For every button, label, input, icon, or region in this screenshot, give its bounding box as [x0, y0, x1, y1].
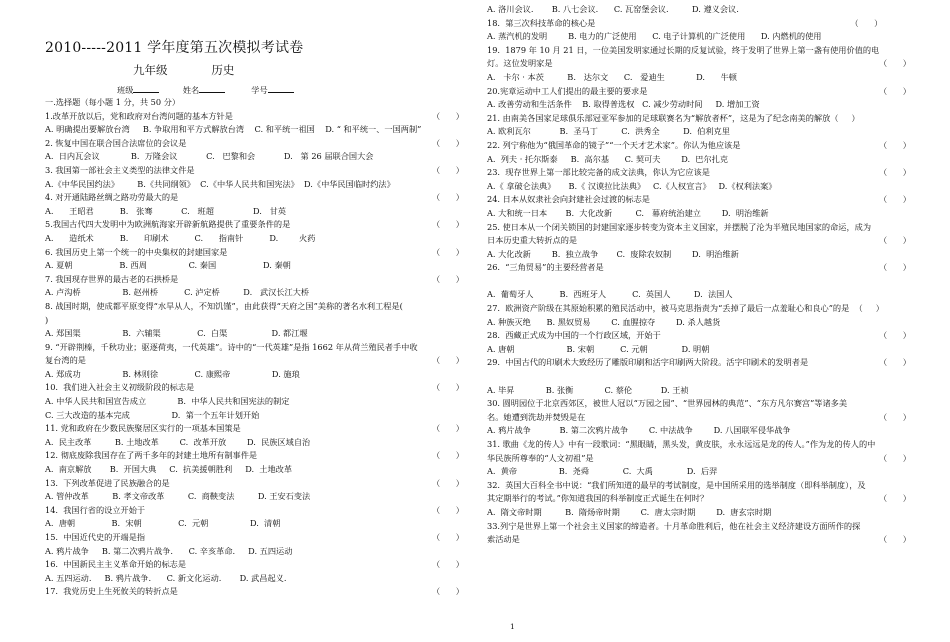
class-label: 班级 [117, 85, 134, 95]
question-line [45, 381, 470, 395]
answer-parentheses: （ ） [879, 411, 911, 422]
question-line-text: 30. 圆明园位于北京西郊区，被世人冠以“万园之园”、“世界园林的典范”、“东方凡尔赛宫”等诸多美 [487, 398, 848, 409]
question-line-text: ) [45, 314, 49, 325]
question-line-text: 5.我国古代四大发明中为欧洲航海家开辟新航路提供了重要条件的是 [45, 219, 291, 230]
question-line-text: 33.列宁是世界上第一个社会主义国家的缔造者。十月革命胜利后，他在社会主义经济建设方面所作的探 [487, 520, 861, 531]
question-line-text: A. 夏朝 B. 西周 C. 秦国 D. 秦朝 [45, 260, 291, 271]
answer-parentheses: （ ） [432, 164, 464, 175]
name-blank[interactable] [199, 82, 225, 93]
question-line [487, 397, 917, 411]
question-line [45, 558, 470, 572]
question-line-text: A. 种族灭绝 B. 黑奴贸易 C. 血腥掠夺 D. 杀人越货 [487, 316, 721, 327]
question-line [45, 327, 470, 341]
question-line-text: A. 洛川会议. B. 八七会议. C. 瓦窑堡会议. D. 遵义会议. [487, 4, 739, 14]
question-line-text: 32. 英国大百科全书中说：“我们所知道的最早的考试制度，是中国所采用的选举制度（即科举制度），及 [487, 479, 866, 490]
question-line [45, 218, 470, 232]
question-line-text: 一.选择题（每小题 1 分，共 50 分） [45, 97, 181, 107]
right-question-list [487, 3, 917, 547]
question-line [487, 316, 917, 330]
question-line-text: 3. 我国第一部社会主义类型的法律文件是 [45, 164, 195, 175]
question-line [487, 153, 917, 167]
answer-parentheses: （ ） [432, 382, 464, 393]
question-line [487, 234, 917, 248]
question-line [487, 207, 917, 221]
name-label: 姓名 [182, 85, 200, 95]
answer-parentheses: （ ） [432, 273, 464, 284]
question-line [487, 438, 917, 452]
answer-parentheses: （ ） [879, 85, 911, 96]
question-line-text: 31. 歌曲《龙的传人》中有一段歌词：“黑眼睛，黑头发，黄皮肤，永永远远是龙的传人。”作为龙的传人的中 [487, 439, 876, 449]
left-question-list [45, 96, 470, 599]
question-line-text: 14. 我国行省的设立开始于 [45, 504, 146, 515]
question-line-text: 25. 使日本从一个闭关锁国的封建国家逐步转变为资本主义国家，并摆脱了沦为半殖民地国家的命运，成为 [487, 221, 872, 232]
left-column [45, 38, 470, 599]
question-line [45, 585, 470, 599]
answer-parentheses: （ ） [432, 423, 464, 434]
question-line [45, 259, 470, 273]
question-line-text: 10. 我们进入社会主义初级阶段的标志是 [45, 382, 195, 393]
question-line [487, 302, 917, 316]
question-line [45, 490, 470, 504]
question-line [487, 193, 917, 207]
question-line [487, 139, 917, 153]
question-line [487, 384, 917, 398]
question-line-text: A. 葡萄牙人 B. 西班牙人 C. 英国人 D. 法国人 [487, 289, 733, 300]
question-line [45, 232, 470, 246]
id-label: 学号 [251, 85, 268, 95]
student-info-row [45, 82, 470, 96]
question-line [487, 112, 917, 126]
question-line [45, 96, 470, 110]
question-line [487, 44, 917, 58]
question-line-text: A.《 拿破仑法典》 B.《 汉谟拉比法典》 C.《人权宣言》 D.《权利法案》 [487, 180, 777, 191]
question-line [487, 125, 917, 139]
question-line-text: 21. 由南美各国家足球俱乐部冠亚军参加的足球联赛名为“解放者杯”，这是为了纪念南美的解放（ ） [487, 112, 860, 123]
answer-parentheses: （ ） [879, 330, 911, 341]
question-line [45, 436, 470, 450]
question-line [487, 424, 917, 438]
answer-parentheses: （ ） [432, 477, 464, 488]
question-line [487, 180, 917, 194]
question-line-text: A. 唐朝 B. 宋朝 C. 元朝 D. 明朝 [487, 343, 710, 354]
question-line-text: A. 郑国渠 B. 六辅渠 C. 白渠 D. 都江堰 [45, 328, 308, 339]
question-line [487, 248, 917, 262]
question-line-text: A. 鸦片战争 B. 第二次鸦片战争. C. 辛亥革命. D. 五四运动 [45, 545, 293, 556]
question-line-text: A. 大化改新 B. 独立战争 C. 废除农奴制 D. 明治维新 [487, 248, 739, 259]
question-line-text: 13. 下列改革促进了民族融合的是 [45, 477, 170, 488]
question-line-text: 6. 我国历史上第一个统一的中央集权的封建国家是 [45, 246, 228, 257]
question-line-text: A. 毕昇 B. 张衡 C. 蔡伦 D. 王祯 [487, 384, 689, 395]
question-line [45, 477, 470, 491]
question-line-text: 15. 中国近代史的开端是指 [45, 532, 146, 542]
question-line-text: 17. 我党历史上生死攸关的转折点是 [45, 586, 178, 597]
question-line-text: A. 鸦片战争 B. 第二次鸦片战争 C. 中法战争 D. 八国联军侵华战争 [487, 425, 791, 436]
question-line [487, 520, 917, 534]
question-line [45, 286, 470, 300]
question-line [487, 17, 917, 31]
right-column [487, 3, 917, 547]
question-line-text: 24. 日本从奴隶社会向封建社会过渡的标志是 [487, 194, 650, 205]
question-line [487, 506, 917, 520]
answer-parentheses: （ ） [432, 246, 464, 257]
question-line [45, 449, 470, 463]
question-line-text: 灯。这位发明家是 [487, 58, 553, 69]
question-line-text: 18. 第三次科技革命的核心是 [487, 17, 596, 28]
question-line-text: A. 卡尔 · 本茨 B. 达尔文 C. 爱迪生 D. 牛顿 [487, 71, 737, 82]
question-line-text: 29. 中国古代的印刷术大致经历了雕版印刷和活字印刷两大阶段。活字印刷术的发明者是 [487, 357, 809, 368]
question-line-text: 名。她遭到洗劫并焚毁是在 [487, 411, 586, 422]
question-line-text: A. 唐朝 B. 宋朝 C. 元朝 D. 清朝 [45, 518, 281, 529]
question-line [487, 3, 917, 17]
question-line-text: A. 南京解放 B. 开国大典 C. 抗美援朝胜利 D. 土地改革 [45, 464, 293, 475]
question-line [45, 409, 470, 423]
question-line [487, 166, 917, 180]
question-line [45, 463, 470, 477]
question-line-text: 12. 彻底废除我国存在了两千多年的封建土地所有制事件是 [45, 450, 258, 461]
question-line [45, 164, 470, 178]
question-line [487, 492, 917, 506]
question-line [45, 191, 470, 205]
question-line-text: 26. “三角贸易”的主要经营者是 [487, 262, 604, 273]
answer-parentheses: （ ） [879, 139, 911, 150]
question-line-text: 其定期举行的考试。”你知道我国的科举制度正式诞生在何时？ [487, 493, 709, 504]
question-line-text: A. 列夫 · 托尔斯泰 B. 高尔基 C. 契可夫 D. 巴尔扎克 [487, 153, 729, 164]
question-line [487, 71, 917, 85]
question-line-text: 16. 中国新民主主义革命开始的标志是 [45, 559, 187, 570]
answer-parentheses: （ ） [879, 167, 911, 178]
question-line [487, 57, 917, 71]
question-line [45, 531, 470, 545]
question-line [487, 479, 917, 493]
question-line-text: 2. 恢复中国在联合国合法席位的会议是 [45, 137, 187, 148]
question-line-text: 22. 列宁称他为“俄国革命的镜子”“一个天才艺术家”。你认为他应该是 [487, 139, 741, 150]
answer-parentheses: （ ） [432, 586, 464, 597]
question-line-text: 日本历史重大转折点的是 [487, 235, 578, 246]
answer-parentheses: （ ） [879, 235, 911, 246]
question-line [45, 314, 470, 328]
question-line-text: A. 欧利瓦尔 B. 圣马丁 C. 洪秀全 D. 伯利克里 [487, 126, 730, 137]
question-line [487, 288, 917, 302]
answer-parentheses: （ ） [432, 450, 464, 461]
question-line-text: 27. 欧洲资产阶级在其原始积累的殖民活动中，被马克思指责为“丢掉了最后一点羞耻心和良心”的是 （ ） [487, 303, 884, 314]
answer-parentheses: （ ） [432, 559, 464, 570]
question-line-text: A. 蒸汽机的发明 B. 电力的广泛使用 C. 电子计算机的广泛使用 D. 内燃机的使用 [487, 31, 822, 42]
question-line [45, 354, 470, 368]
question-line-text: A. 黄帝 B. 尧舜 C. 大禹 D. 后羿 [487, 466, 718, 477]
question-line-text: A. 隋文帝时期 B. 隋炀帝时期 C. 唐太宗时期 D. 唐玄宗时期 [487, 506, 772, 517]
question-line-text: 23. 现存世界上第一部比较完备的成文法典，你认为它应该是 [487, 167, 710, 178]
question-line-text: A. 中华人民共和国宣告成立 B. 中华人民共和国宪法的制定 [45, 396, 290, 407]
question-line-text: C. 三大改造的基本完成 D. 第一个五年计划开始 [45, 409, 260, 420]
question-line [45, 273, 470, 287]
question-line [45, 150, 470, 164]
question-line-text: 1.改革开放以后，党和政府对台湾问题的基本方针是 [45, 110, 233, 121]
answer-parentheses: （ ） [879, 194, 911, 205]
question-line [487, 465, 917, 479]
question-line [487, 30, 917, 44]
answer-parentheses: （ ） [432, 532, 464, 542]
question-line [487, 370, 917, 384]
page-number: 1 [510, 622, 515, 631]
question-line [45, 178, 470, 192]
question-line-text: A.《中华民国约法》 B.《共同纲领》 C.《中华人民共和国宪法》 D.《中华民国临时约法》 [45, 178, 395, 189]
answer-parentheses: （ ） [879, 357, 911, 368]
answer-parentheses: （ ） [879, 534, 911, 545]
answer-parentheses: （ ） [432, 355, 464, 366]
question-line-text: A. 日内瓦会议 B. 万隆会议 C. 巴黎和会 D. 第 26 届联合国大会 [45, 151, 374, 162]
question-line-text: 4. 对开通陆路丝绸之路功劳最大的是 [45, 192, 179, 203]
question-line-text: 19. 1879 年 10 月 21 日，一位美国发明家通过长期的反复试验，终于发明了世界上第一盏有使用价值的电 [487, 44, 880, 55]
id-blank[interactable] [268, 82, 294, 93]
question-line-text: 7. 我国现存世界的最古老的石拱桥是 [45, 273, 179, 284]
question-line-text: A. 造纸术 B. 印刷术 C. 指南针 D. 火药 [45, 232, 316, 243]
question-line [487, 275, 917, 289]
question-line [487, 411, 917, 425]
answer-parentheses: （ ） [879, 493, 911, 504]
class-blank[interactable] [133, 82, 159, 93]
answer-parentheses: （ ） [432, 137, 464, 148]
question-line-text: A. 管仲改革 B. 孝文帝改革 C. 商鞅变法 D. 王安石变法 [45, 491, 311, 502]
question-line-text: 20.宪章运动中工人们提出的最主要的要求是 [487, 85, 648, 96]
question-line-text: A. 郑成功 B. 林则徐 C. 康熙帝 D. 施琅 [45, 368, 300, 379]
question-line-text: A. 卢沟桥 B. 赵州桥 C. 泸定桥 D. 武汉长江大桥 [45, 287, 310, 298]
exam-subtitle: 九年级 历史 [133, 63, 235, 77]
answer-parentheses: （ ） [879, 262, 911, 273]
question-line [45, 517, 470, 531]
question-line [487, 98, 917, 112]
question-line [487, 261, 917, 275]
question-line [45, 572, 470, 586]
question-line [487, 343, 917, 357]
question-line-text: A. 明确提出要解放台湾 B. 争取用和平方式解放台湾 C. 和平统一祖国 D. “ 和平统一、一国两制” [45, 124, 422, 135]
question-line [45, 545, 470, 559]
question-line-text: A. 民主改革 B. 土地改革 C. 改革开放 D. 民族区域自治 [45, 436, 311, 447]
question-line [45, 300, 470, 314]
exam-title: 2010-----2011 学年度第五次模拟考试卷 [45, 40, 304, 56]
question-line [487, 356, 917, 370]
question-line-text: 华民族所尊奉的“人文初祖”是 [487, 452, 594, 463]
question-line-text: 索活动是 [487, 534, 520, 545]
question-line [45, 137, 470, 151]
question-line-text: A. 大和统一日本 B. 大化改新 C. 幕府统治建立 D. 明治维新 [487, 207, 769, 218]
question-line-text: A. 五四运动. B. 鸦片战争. C. 新文化运动. D. 武昌起义. [45, 572, 287, 583]
question-line [487, 452, 917, 466]
question-line-text: 8. 战国时期，使成都平原变得“水旱从人，不知饥馑”，由此获得“天府之国”美称的著名水利工程是( [45, 300, 403, 311]
answer-parentheses: （ ） [432, 219, 464, 230]
question-line [45, 368, 470, 382]
answer-parentheses: （ ） [432, 504, 464, 515]
question-line-text: 28. 西藏正式成为中国的一个行政区域，开始于 [487, 330, 661, 341]
question-line [45, 246, 470, 260]
question-line [45, 205, 470, 219]
answer-parentheses: （ ） [432, 110, 464, 121]
question-line [45, 422, 470, 436]
answer-parentheses: （ ） [850, 17, 911, 28]
question-line [45, 110, 470, 124]
answer-parentheses: （ ） [879, 58, 911, 69]
question-line-text: A. 改善劳动和生活条件 B. 取得普选权 C. 减少劳动时间 D. 增加工资 [487, 99, 760, 110]
question-line-text: 11. 党和政府在少数民族聚居区实行的一项基本国策是 [45, 423, 241, 434]
question-line [487, 85, 917, 99]
question-line [45, 341, 470, 355]
question-line [45, 395, 470, 409]
question-line [45, 123, 470, 137]
answer-parentheses: （ ） [879, 452, 911, 463]
question-line [487, 329, 917, 343]
question-line-text: 复台湾的是 [45, 355, 86, 366]
question-line [487, 221, 917, 235]
question-line [487, 533, 917, 547]
question-line-text: A. 王昭君 B. 张骞 C. 班超 D. 甘英 [45, 205, 287, 216]
question-line [45, 504, 470, 518]
question-line-text: 9. “开辟荆榛，千秋功业；驱逐荷夷，一代英雄”。诗中的“一代英雄”是指 1662 年从荷兰殖民者手中收 [45, 341, 418, 352]
answer-parentheses: （ ） [432, 192, 464, 203]
